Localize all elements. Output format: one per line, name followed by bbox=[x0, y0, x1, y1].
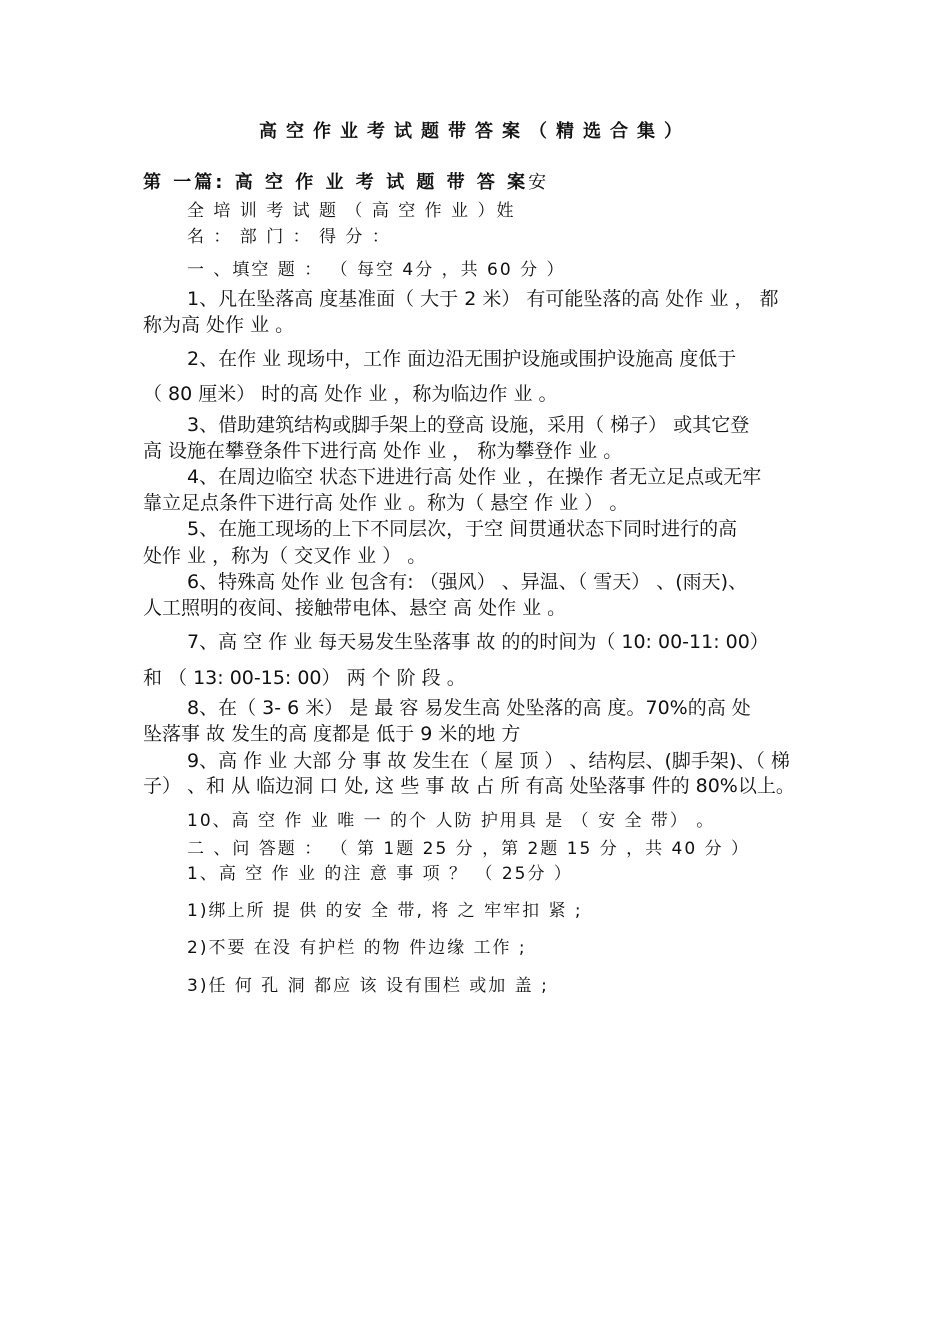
question-line: 靠立足点条件下进行高 处作 业 。称为（ 悬空 作 业 ） 。 bbox=[143, 492, 629, 514]
question-line: （ 80 厘米） 时的高 处作 业 ，称为临边作 业 。 bbox=[143, 383, 558, 405]
section-heading-text: 第 一篇: 高 空 作 业 考 试 题 带 答 案 bbox=[143, 172, 529, 193]
section-heading bbox=[143, 171, 549, 195]
question-line: 4、在周边临空 状态下进进行高 处作 业 ，在操作 者无立足点或无牢 bbox=[187, 466, 762, 488]
document-title: 高空作业考试题带答案（精选合集） bbox=[259, 121, 691, 142]
text-line: 全 培 训 考 试 题 （ 高 空 作 业 ）姓 bbox=[187, 201, 516, 221]
question-line: 子） 、和 从 临边洞 口 处, 这 些 事 故 占 所 有高 处坠落事 件的 80%以上。 bbox=[143, 775, 795, 797]
question-line: 6、特殊高 处作 业 包含有: （强风） 、异温、（ 雪天） 、(雨天)、 bbox=[187, 571, 748, 593]
question-line: 9、高 作 业 大部 分 事 故 发生在（ 屋 顶 ） 、结构层、(脚手架)、（ 梯 bbox=[187, 750, 790, 772]
question-line: 坠落事 故 发生的高 度都是 低于 9 米的地 方 bbox=[143, 723, 521, 745]
question-line: 8、在（ 3- 6 米） 是 最 容 易发生高 处坠落的高 度。70%的高 处 bbox=[187, 697, 751, 719]
question-line: 10、高 空 作 业 唯 一 的个 人防 护用具 是 （ 安 全 带） 。 bbox=[187, 811, 716, 831]
question-line: 称为高 处作 业 。 bbox=[143, 314, 295, 336]
text-line: 名 ： 部 门 ： 得 分 ： bbox=[187, 227, 391, 247]
question-line: 1、凡在坠落高 度基准面（ 大于 2 米） 有可能坠落的高 处作 业 ， 都 bbox=[187, 288, 779, 310]
section-header-qa: 二 、问 答题 ： （ 第 1题 25 分 ，第 2题 15 分 ，共 40 分 ） bbox=[187, 839, 750, 859]
question-line: 人工照明的夜间、接触带电体、悬空 高 处作 业 。 bbox=[143, 597, 567, 619]
question-line: 2、在作 业 现场中，工作 面边沿无围护设施或围护设施高 度低于 bbox=[187, 348, 737, 370]
question-line: 3、借助建筑结构或脚手架上的登高 设施，采用（ 梯子） 或其它登 bbox=[187, 414, 750, 436]
section-header-fill-blank: 一 、填空 题 ： （ 每空 4分 ，共 60 分 ） bbox=[187, 260, 566, 280]
question-line: 高 设施在攀登条件下进行高 处作 业 ， 称为攀登作 业 。 bbox=[143, 440, 623, 462]
section-heading-tail: 安 bbox=[528, 172, 550, 193]
answer-line: 1)绑上所 提 供 的安 全 带, 将 之 牢牢扣 紧 ; bbox=[187, 901, 583, 921]
answer-line: 2)不要 在没 有护栏 的物 件边缘 工作 ; bbox=[187, 938, 527, 958]
answer-line: 3)任 何 孔 洞 都应 该 设有围栏 或加 盖 ; bbox=[187, 976, 549, 996]
question-line: 1、高 空 作 业 的注 意 事 项 ？ （ 25分 ） bbox=[187, 864, 573, 884]
question-line: 和 （ 13: 00-15: 00） 两 个 阶 段 。 bbox=[143, 667, 466, 689]
question-line: 7、高 空 作 业 每天易发生坠落事 故 的的时间为（ 10: 00-11: 00） bbox=[187, 631, 769, 653]
question-line: 处作 业 ，称为（ 交叉作 业 ） 。 bbox=[143, 545, 427, 567]
question-line: 5、在施工现场的上下不同层次，于空 间贯通状态下同时进行的高 bbox=[187, 518, 738, 540]
